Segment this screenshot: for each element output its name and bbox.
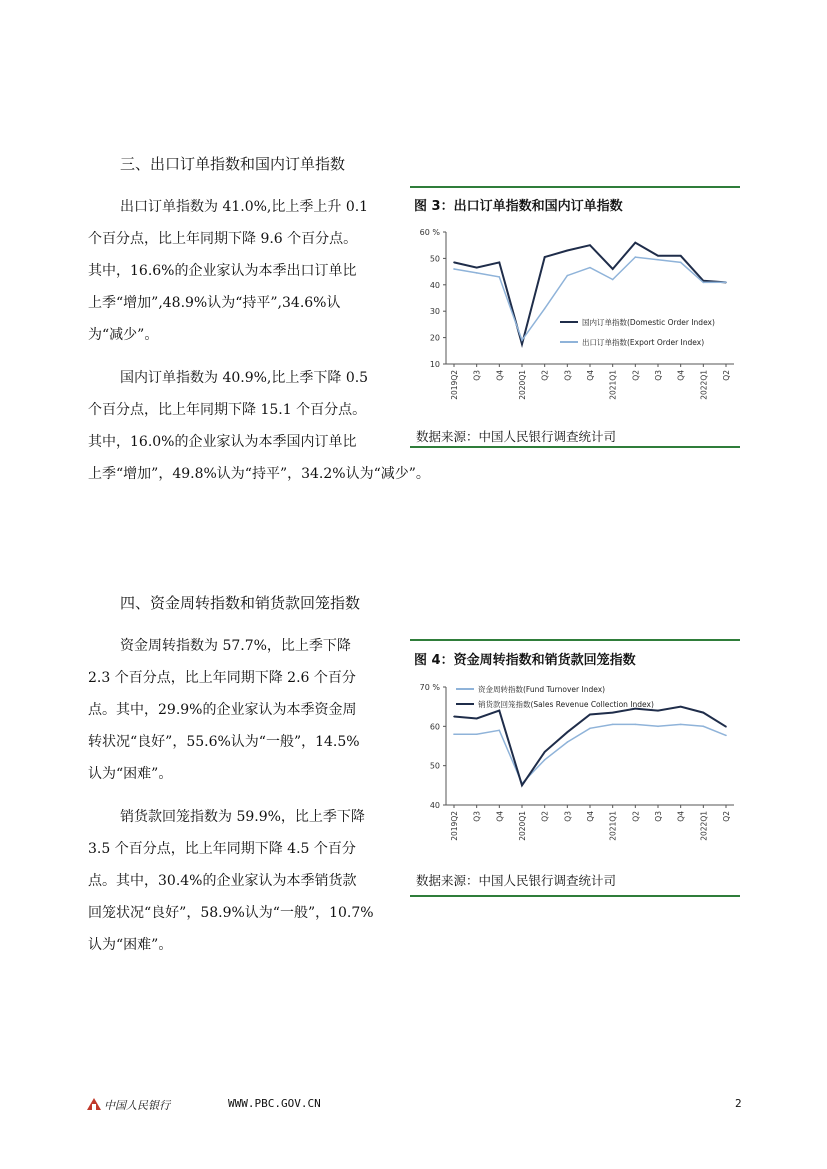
data-point: [589, 244, 591, 246]
data-point: [544, 308, 546, 310]
data-point: [567, 275, 569, 277]
section4-para2-line2: 3.5 个百分点，比上年同期下降 4.5 个百分: [88, 841, 356, 857]
x-tick-label: Q2: [540, 811, 550, 822]
data-point: [453, 733, 455, 735]
data-point: [725, 726, 727, 728]
data-point: [657, 726, 659, 728]
x-tick-label: Q4: [676, 811, 686, 822]
figure4-chart: [410, 669, 740, 869]
data-point: [680, 262, 682, 264]
x-tick-label: 2021Q1: [608, 811, 618, 841]
section3-para1-line2: 个百分点，比上年同期下降 9.6 个百分点。: [88, 231, 358, 247]
data-point: [703, 712, 705, 714]
data-point: [499, 710, 501, 712]
data-point: [499, 276, 501, 278]
data-point: [567, 250, 569, 252]
figure3-source: 数据来源：中国人民银行调查统计司: [416, 429, 617, 444]
data-point: [657, 255, 659, 257]
figure3-panel: [410, 186, 740, 448]
data-point: [635, 242, 637, 244]
series-line: [454, 707, 726, 786]
figure3-chart: [410, 214, 740, 414]
y-tick-label: 10: [429, 360, 440, 369]
data-point: [567, 741, 569, 743]
section3-heading: 三、出口订单指数和国内订单指数: [120, 155, 346, 173]
section3-para1-line1: 出口订单指数为 41.0%,比上季上升 0.1: [120, 199, 369, 215]
x-tick-label: Q4: [495, 811, 505, 822]
section4-para1-line5: 认为“困难”。: [88, 766, 173, 782]
section3-para2-line2: 个百分点，比上年同期下降 15.1 个百分点。: [88, 402, 367, 418]
data-point: [567, 731, 569, 733]
data-point: [612, 712, 614, 714]
section4-heading: 四、资金周转指数和销货款回笼指数: [120, 594, 361, 612]
data-point: [612, 279, 614, 281]
section3-para1-line3: 其中，16.6%的企业家认为本季出口订单比: [88, 263, 357, 279]
data-point: [703, 726, 705, 728]
y-tick-label: 30: [429, 307, 440, 317]
data-point: [589, 714, 591, 716]
data-point: [657, 710, 659, 712]
data-point: [521, 785, 523, 787]
x-tick-label: 2019Q2: [450, 370, 459, 400]
data-point: [680, 255, 682, 257]
y-tick-label: 40: [429, 280, 440, 290]
y-tick-label: 20: [429, 333, 440, 343]
x-tick-label: Q3: [563, 370, 573, 381]
data-point: [589, 267, 591, 269]
x-tick-label: Q2: [722, 811, 731, 822]
x-tick-label: Q4: [586, 811, 595, 822]
x-tick-label: Q4: [586, 370, 595, 381]
legend-label: 资金周转指数(Fund Turnover Index): [478, 685, 606, 694]
y-tick-label: 70 %: [419, 683, 440, 692]
data-point: [703, 282, 705, 284]
x-tick-label: Q2: [631, 370, 641, 381]
data-point: [612, 268, 614, 270]
section3-para1-line5: 为“减少”。: [88, 327, 159, 343]
x-tick-label: 2021Q1: [608, 370, 618, 400]
section4-para2-line4: 回笼状况“良好”，58.9%认为“一般”，10.7%: [88, 905, 374, 921]
section3-para2-line4: 上季“增加”，49.8%认为“持平”，34.2%认为“减少”。: [88, 466, 430, 482]
x-tick-label: Q3: [472, 811, 482, 822]
section4-para1-line2: 2.3 个百分点，比上年同期下降 2.6 个百分: [88, 670, 356, 686]
x-tick-label: 2020Q1: [518, 811, 527, 841]
legend-label: 销货款回笼指数(Sales Revenue Collection Index): [478, 700, 654, 709]
footer-org: 中国人民银行: [104, 1099, 170, 1112]
data-point: [612, 724, 614, 726]
section3-para2-line3: 其中，16.0%的企业家认为本季国内订单比: [88, 434, 357, 450]
x-tick-label: 2022Q1: [699, 811, 709, 841]
data-point: [476, 272, 478, 274]
y-tick-label: 60: [429, 722, 440, 732]
x-tick-label: Q2: [631, 811, 641, 822]
x-tick-label: Q3: [472, 370, 482, 381]
x-tick-label: Q2: [540, 370, 550, 381]
x-tick-label: Q4: [495, 370, 505, 381]
pbc-logo-icon: [86, 1097, 102, 1111]
data-point: [521, 339, 523, 341]
legend-label: 国内订单指数(Domestic Order Index): [582, 318, 715, 327]
section4-para1-line4: 转状况“良好”，55.6%认为“一般”，14.5%: [88, 734, 360, 750]
x-tick-label: 2019Q2: [450, 811, 459, 841]
data-point: [544, 256, 546, 258]
figure4-source: 数据来源：中国人民银行调查统计司: [416, 873, 617, 888]
data-point: [476, 718, 478, 720]
legend-label: 出口订单指数(Export Order Index): [582, 338, 705, 347]
figure4-top-rule: [410, 639, 740, 641]
figure4-bottom-rule: [410, 895, 740, 897]
x-tick-label: Q3: [654, 370, 663, 381]
x-tick-label: Q3: [563, 811, 573, 822]
section4-para1-line1: 资金周转指数为 57.7%，比上季下降: [120, 638, 351, 654]
data-point: [544, 759, 546, 761]
section4-para2-line3: 点。其中，30.4%的企业家认为本季销货款: [88, 873, 357, 889]
data-point: [680, 724, 682, 726]
series-line: [454, 243, 726, 345]
data-point: [635, 724, 637, 726]
series-line: [454, 257, 726, 340]
data-point: [476, 267, 478, 269]
series-line: [454, 724, 726, 783]
figure3-top-rule: [410, 186, 740, 188]
footer-url-link[interactable]: WWW.PBC.GOV.CN: [228, 1097, 321, 1110]
data-point: [499, 262, 501, 264]
figure3-bottom-rule: [410, 446, 740, 448]
x-tick-label: 2022Q1: [699, 370, 709, 400]
section4-para2-line5: 认为“困难”。: [88, 937, 173, 953]
x-tick-label: Q3: [654, 811, 663, 822]
y-tick-label: 60 %: [419, 228, 440, 237]
footer-page-number: 2: [735, 1097, 742, 1110]
figure4-panel: [410, 639, 740, 901]
data-point: [453, 268, 455, 270]
section3-para1-line4: 上季“增加”,48.9%认为“持平”,34.6%认: [88, 295, 341, 311]
data-point: [635, 256, 637, 258]
data-point: [453, 262, 455, 264]
data-point: [680, 706, 682, 708]
figure4-title: 图 4：资金周转指数和销货款回笼指数: [414, 653, 636, 668]
y-tick-label: 50: [429, 761, 440, 771]
section3-para2-line1: 国内订单指数为 40.9%,比上季下降 0.5: [120, 370, 369, 386]
section4-para1-line3: 点。其中，29.9%的企业家认为本季资金周: [88, 702, 357, 718]
section4-para2-line1: 销货款回笼指数为 59.9%，比上季下降: [120, 809, 365, 825]
y-tick-label: 50: [429, 254, 440, 264]
data-point: [725, 281, 727, 283]
data-point: [499, 729, 501, 731]
data-point: [476, 733, 478, 735]
data-point: [657, 259, 659, 261]
data-point: [544, 751, 546, 753]
figure3-title: 图 3：出口订单指数和国内订单指数: [414, 199, 623, 214]
data-point: [521, 343, 523, 345]
data-point: [589, 728, 591, 730]
data-point: [453, 716, 455, 718]
x-tick-label: Q2: [722, 370, 731, 381]
data-point: [725, 735, 727, 737]
y-tick-label: 40: [429, 801, 440, 810]
x-tick-label: Q4: [676, 370, 686, 381]
x-tick-label: 2020Q1: [518, 370, 527, 400]
